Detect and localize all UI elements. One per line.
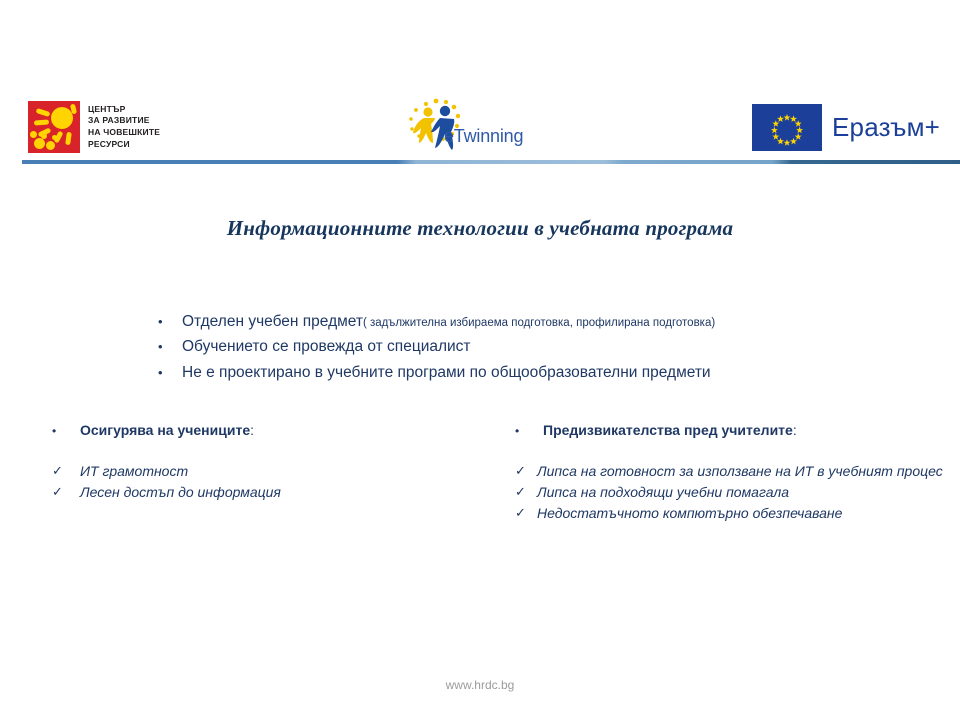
students-benefits-column — [52, 422, 482, 504]
list-item — [52, 483, 482, 503]
sun-ray-shape — [34, 119, 49, 125]
list-item — [515, 504, 945, 524]
list-item-label: Не е проектирано в учебните програми по общообразователни предмети — [182, 363, 711, 381]
list-item — [52, 462, 482, 482]
list-item — [158, 310, 858, 333]
hrdc-logo-text — [88, 104, 160, 151]
list-item — [158, 336, 858, 358]
check-icon: ✓ — [52, 483, 63, 499]
list-item — [515, 483, 945, 503]
hrdc-logo-line: ЗА РАЗВИТИЕ — [88, 115, 150, 126]
figure-shape — [41, 133, 47, 139]
eu-flag-icon — [752, 104, 822, 151]
list-item — [158, 362, 858, 384]
check-icon: ✓ — [515, 504, 526, 520]
hrdc-logo-line: РЕСУРСИ — [88, 138, 130, 149]
list-item-label: Лесен достъп до информация — [80, 483, 281, 500]
figure-shape — [30, 131, 37, 138]
etwinning-wordmark: eTwinning — [444, 126, 524, 146]
teacher-challenges-column — [515, 422, 945, 525]
figure-shape — [34, 138, 45, 149]
hrdc-logo-line: НА ЧОВЕШКИТЕ — [88, 127, 161, 137]
check-icon: ✓ — [52, 463, 63, 478]
bullet-icon: • — [158, 314, 163, 329]
bullet-icon: • — [158, 339, 163, 355]
list-item-label: Отделен учебен предмет — [182, 313, 363, 330]
header-divider — [22, 160, 960, 164]
list-item-note: ( задължителна избираема подготовка, профилирана подготовка) — [362, 317, 716, 329]
list-item-content — [182, 310, 715, 333]
column-heading-colon: : — [792, 422, 797, 438]
figure-shape — [52, 135, 57, 140]
etwinning-logo — [390, 98, 570, 156]
check-icon: ✓ — [515, 463, 526, 478]
sun-ray-shape — [65, 132, 72, 146]
column-heading — [52, 422, 482, 438]
bullet-icon: • — [158, 364, 163, 380]
page-title: Информационните технологии в учебната програма — [226, 216, 734, 240]
bullet-icon: • — [52, 424, 57, 438]
list-item-label: ИТ грамотност — [80, 463, 189, 479]
logo-bar — [0, 92, 960, 162]
erasmus-wordmark: Еразъм+ — [832, 111, 941, 142]
hrdc-logo-line: ЦЕНТЪР — [88, 103, 126, 114]
sun-ray-shape — [70, 104, 77, 115]
erasmus-logo — [752, 100, 940, 154]
column-heading — [515, 422, 945, 438]
column-heading-colon: : — [250, 422, 254, 438]
list-item — [515, 462, 945, 482]
figure-shape — [46, 141, 55, 150]
sun-core-shape — [51, 107, 73, 129]
bullet-icon: • — [515, 424, 520, 438]
list-item-label: Недостатъчното компютърно обезпечаване — [537, 504, 843, 521]
sun-ray-shape — [36, 108, 51, 117]
column-heading-label: Предизвикателства пред учителите — [543, 422, 793, 438]
checklist — [52, 462, 482, 503]
eu-stars-circle — [752, 104, 822, 151]
list-item-label: Обучението се провежда от специалист — [182, 338, 471, 356]
main-bullet-list — [158, 310, 858, 387]
hrdc-logo — [28, 100, 188, 154]
hrdc-sun-logo-icon — [28, 101, 80, 153]
list-item-label: Липса на подходящи учебни помагала — [537, 483, 790, 500]
footer-url: www.hrdc.bg — [445, 678, 515, 692]
column-heading-label: Осигурява на учениците — [80, 422, 251, 438]
check-icon: ✓ — [515, 483, 526, 499]
checklist — [515, 462, 945, 524]
list-item-label: Липса на готовност за използване на ИТ в учебният процес — [537, 463, 943, 479]
